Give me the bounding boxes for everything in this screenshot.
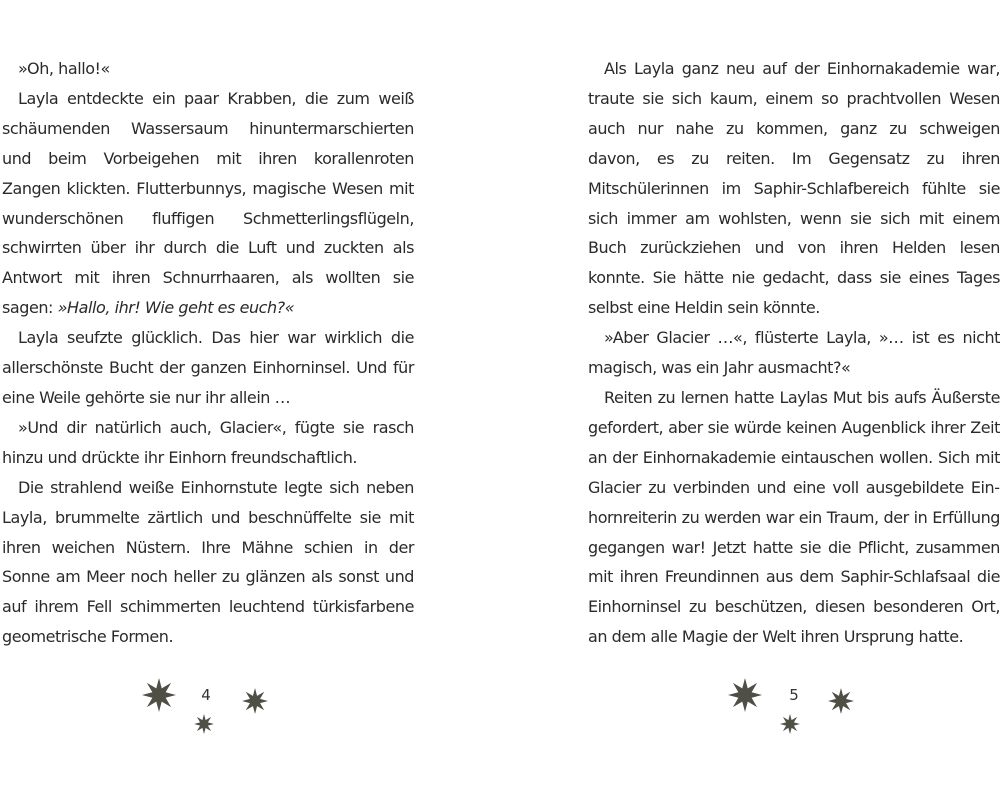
star-ornament-icon (828, 688, 854, 714)
paragraph-italic-quote: »Hallo, ihr! Wie geht es euch?« (57, 298, 295, 318)
star-ornament-icon (728, 678, 762, 712)
star-ornament-icon (142, 678, 176, 712)
paragraph-text: Layla entdeckte ein paar Krabben, die zum weiß schäumenden Wassersaum hinuntermarschierten und beim Vorbeigehen mit ihren korallenroten Zangen klickten. Flutterbunnys, magische Wesen mit wunderschönen fluffigen Schmetterlingsflügeln, schwirrten über ihr durch die Luft und zuckten als Antwort mit ihren Schnurrhaaren, als wollten sie sagen: (2, 88, 414, 318)
paragraph (2, 84, 414, 323)
page-number: 5 (789, 686, 799, 704)
paragraph: Die strahlend weiße Einhornstute legte sich neben Layla, brummelte zärtlich und beschnüffelte sie mit ihren weichen Nüstern. Ihre Mähne schien in der Sonne am Meer noch heller zu glänzen als sonst und auf ihrem Fell schimmerten leuchtend türkisfarbene geometrische Formen. (2, 477, 414, 647)
left-page (2, 54, 414, 652)
paragraph: »Aber Glacier …«, flüsterte Layla, »… ist es nicht magisch, was ein Jahr ausmacht?« (588, 328, 1000, 378)
right-page-footer (724, 676, 884, 746)
paragraph: »Oh, hallo!« (18, 59, 110, 78)
star-ornament-icon (242, 688, 268, 714)
page-number: 4 (201, 686, 211, 704)
star-ornament-icon (780, 714, 800, 734)
paragraph: Reiten zu lernen hatte Laylas Mut bis aufs Äußerste gefordert, aber sie würde keinen Augenblick ihrer Zeit an der Einhornakademie eintauschen wollen. Sich mit Glacier zu verbinden und eine voll ausgebildete Einhornreiterin zu werden war ein Traum, der in Erfüllung gegangen war! Jetzt hatte sie die Pflicht, zusammen mit ihren Freundinnen aus dem Saphir-Schlafsaal die Einhorninsel zu beschützen, diesen besonderen Ort, an dem alle Magie der Welt ihren Ursprung hatte. (588, 387, 1000, 647)
paragraph: Als Layla ganz neu auf der Einhornakademie war, traute sie sich kaum, einem so prachtvollen Wesen auch nur nahe zu kommen, ganz zu schweigen davon, es zu reiten. Im Gegensatz zu ihren Mitschülerinnen im Saphir-Schlafbereich fühlte sie sich immer am wohlsten, wenn sie sich mit einem Buch zurückziehen und von ihren Helden lesen konnte. Sie hätte nie gedacht, dass sie eines Tages selbst eine Heldin sein könnte. (588, 59, 1000, 318)
left-page-footer (138, 676, 298, 746)
right-page (588, 54, 1000, 652)
star-ornament-icon (194, 714, 214, 734)
paragraph: Layla seufzte glücklich. Das hier war wirklich die allerschönste Bucht der ganzen Einhorninsel. Und für eine Weile gehörte sie nur ihr allein … (2, 328, 414, 407)
paragraph: »Und dir natürlich auch, Glacier«, fügte sie rasch hinzu und drückte ihr Einhorn freundschaftlich. (2, 417, 414, 467)
